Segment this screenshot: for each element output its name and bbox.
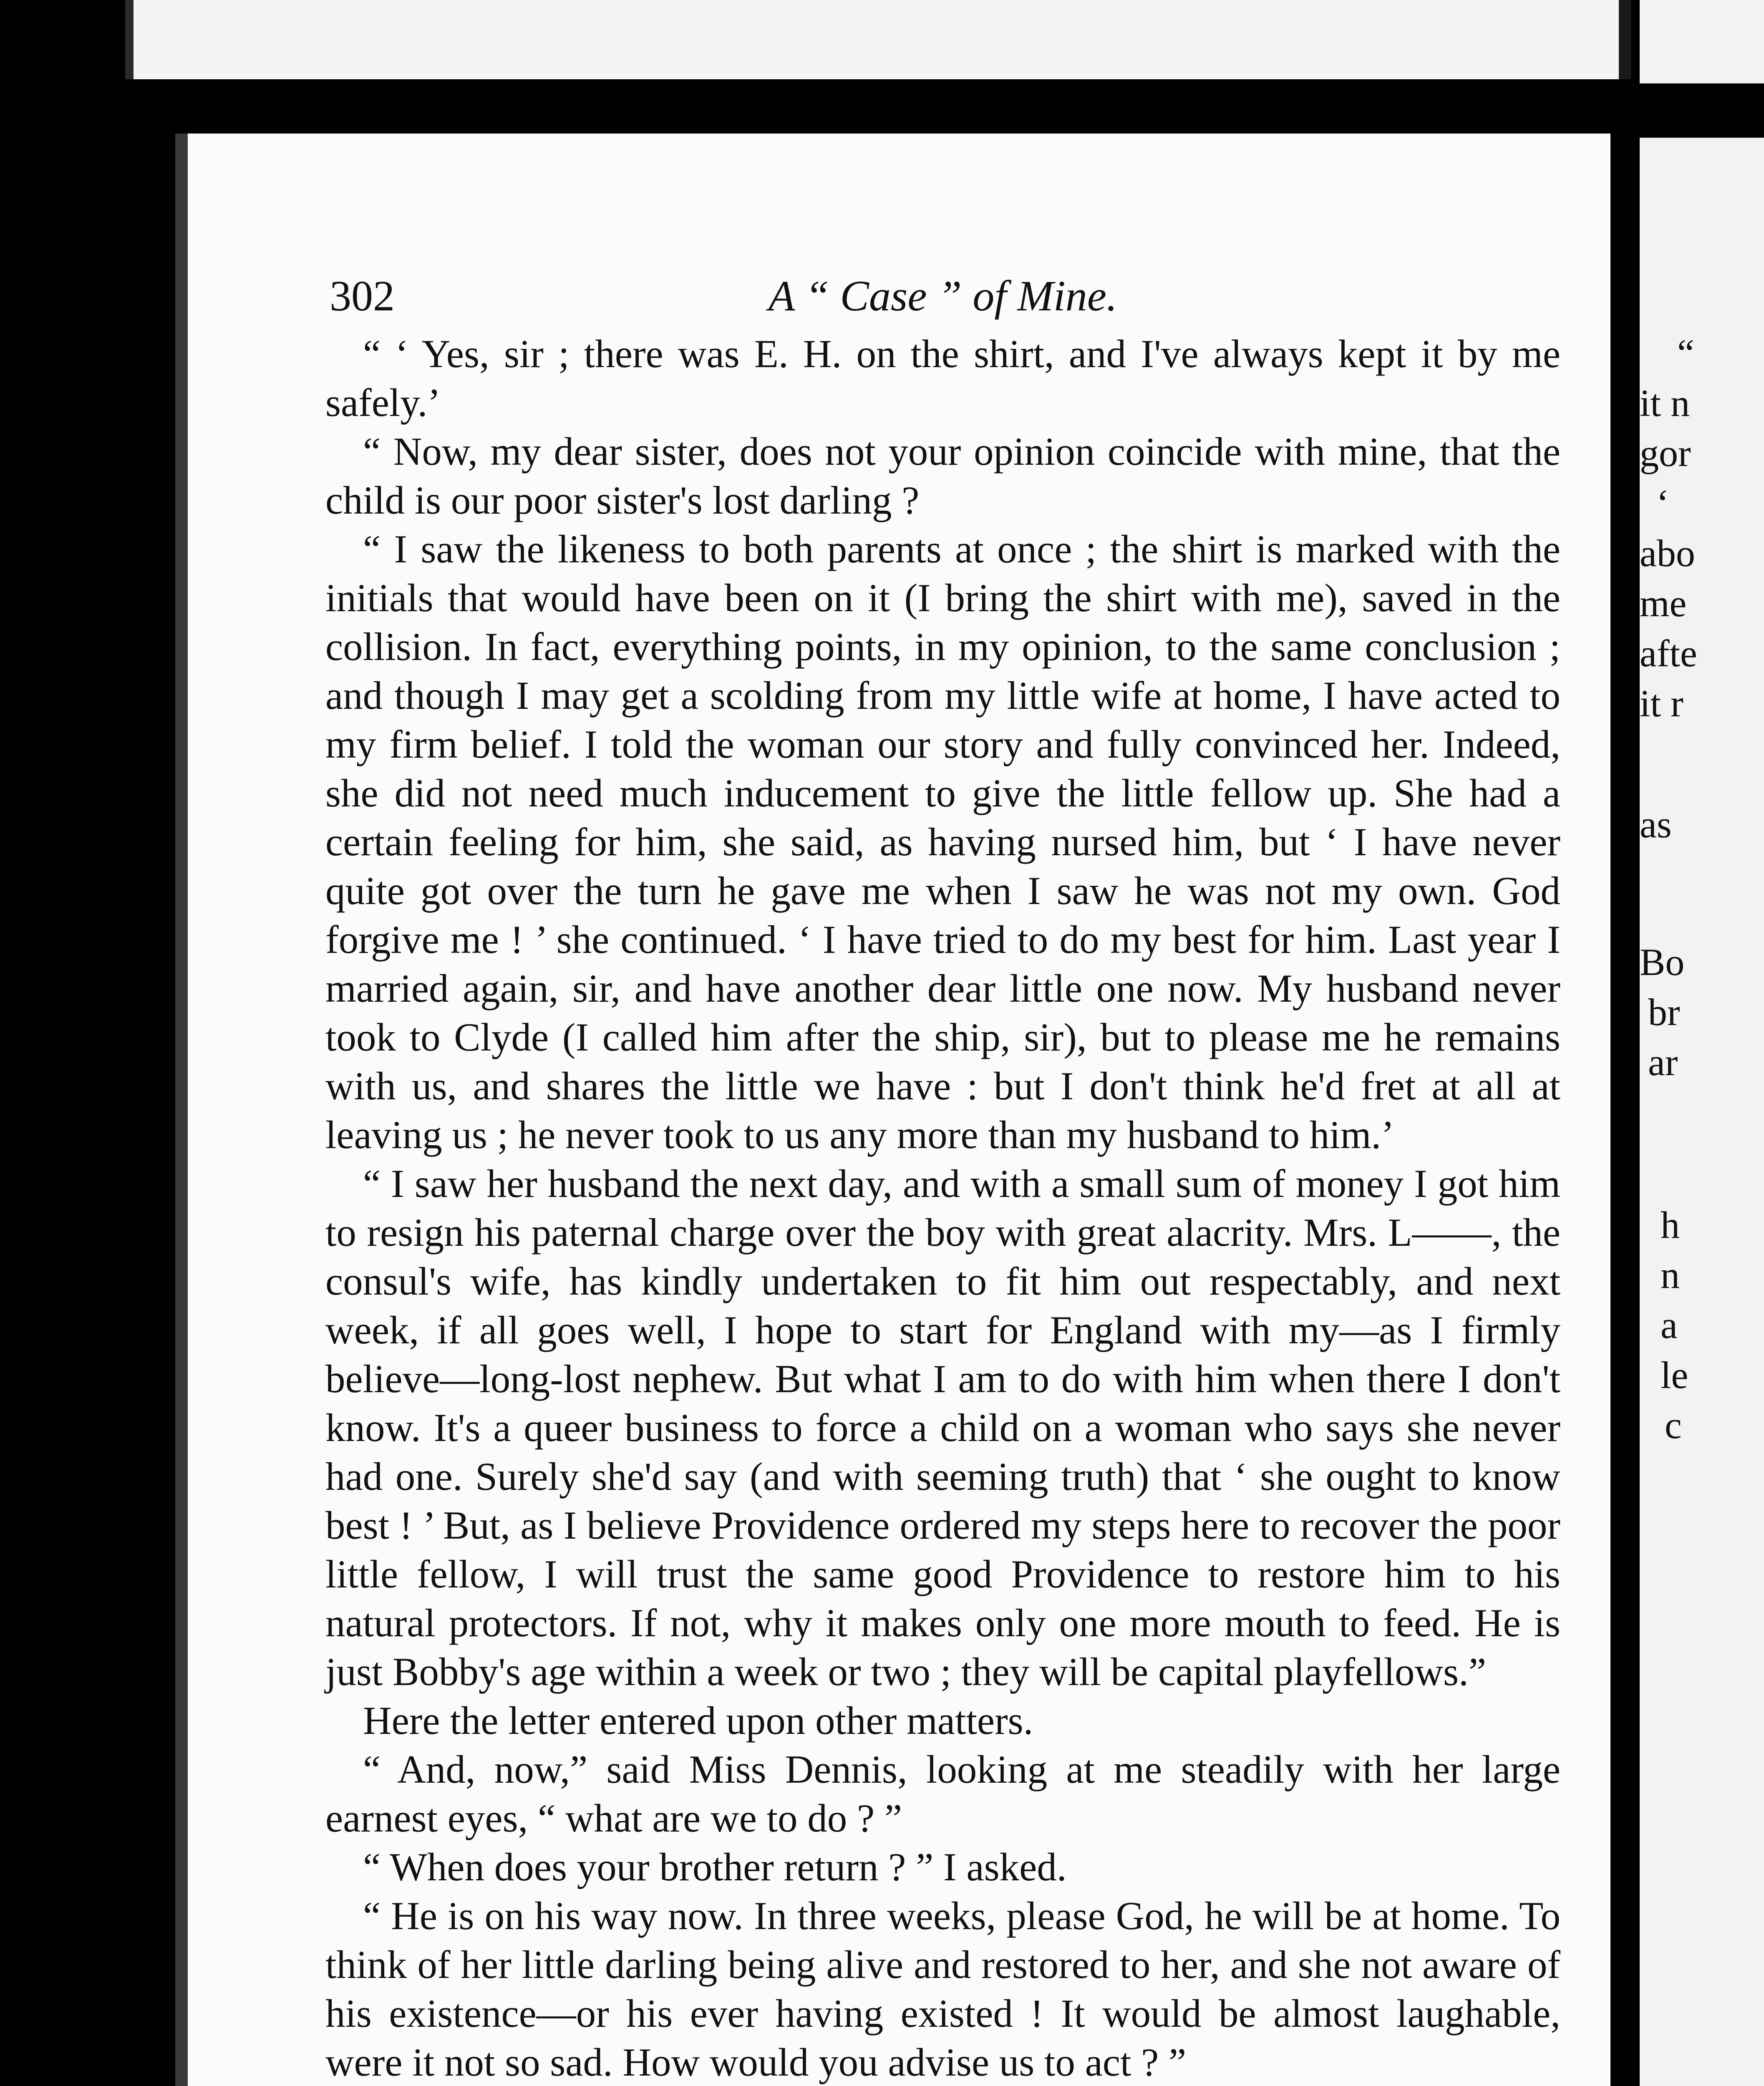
book-page <box>175 134 1610 2086</box>
right-page-fragment: abo <box>1640 532 1695 574</box>
right-page-fragment: a <box>1661 1304 1678 1346</box>
right-page-fragment: h <box>1661 1204 1680 1246</box>
paragraph: “ I saw the likeness to both parents at once ; the shirt is marked with the initials that would have been on it (I bring the shirt with me), saved in the collision. In fact, everything points, in my opinion, to the same conclusion ; and though I may get a scolding from my little wife at home, I have acted to my firm belief. I told the woman our story and fully convinced her. Indeed, she did not need much inducement to give the little fellow up. She had a certain feeling for him, she said, as having nursed him, but ‘ I have never quite got over the turn he gave me when I saw he was not my own. God forgive me ! ’ she continued. ‘ I have tried to do my best for him. Last year I married again, sir, and have another dear little one now. My husband never took to Clyde (I called him after the ship, sir), but to please me he remains with us, and shares the little we have : but I don't think he'd fret at all at leaving us ; he never took to us any more than my husband to him.’ <box>325 527 1560 1157</box>
right-page-fragment: Bo <box>1640 941 1685 983</box>
right-page-fragment: ar <box>1648 1041 1678 1083</box>
right-page-fragment: c <box>1665 1404 1682 1446</box>
right-page-fragment: it n <box>1640 382 1690 424</box>
right-page-fragment: br <box>1648 991 1680 1033</box>
right-page-fragment: afte <box>1640 632 1697 675</box>
previous-page-edge <box>125 0 1631 79</box>
page-header <box>330 271 1556 330</box>
paragraph: “ He is on his way now. In three weeks, please God, he will be at home. To think of her little darling being alive and restored to her, and she not aware of his existence—or his ever having existed ! It would be almost laughable, were it not so sad. How would you advise us to act ? ” <box>325 1894 1560 2084</box>
paragraph: “ And, now,” said Miss Dennis, looking at me steadily with her large earnest eyes, “ what are we to do ? ” <box>325 1747 1560 1840</box>
paragraph: “ When does your brother return ? ” I asked. <box>363 1845 1067 1889</box>
right-page-fragment: “ <box>1677 332 1694 374</box>
page-number: 302 <box>330 272 395 320</box>
paragraph: Here the letter entered upon other matters. <box>363 1698 1033 1743</box>
right-page-fragment: n <box>1661 1254 1680 1296</box>
right-page-top-edge <box>1640 0 1764 83</box>
right-page-fragment: le <box>1661 1354 1688 1396</box>
right-page-fragment: it r <box>1640 682 1683 725</box>
right-page-fragment: as <box>1640 803 1672 846</box>
paragraph: “ I saw her husband the next day, and with a small sum of money I got him to resign his paternal charge over the boy with great alacrity. Mrs. L——, the consul's wife, has kindly undertaken to fit him out respectably, and next week, if all goes well, I hope to start for England with my—as I firmly believe—long-lost nephew. But what I am to do with him when there I don't know. It's a queer business to force a child on a woman who says she never had one. Surely she'd say (and with seeming truth) that ‘ she ought to know best ! ’ But, as I believe Providence ordered my steps here to recover the poor little fellow, I will trust the same good Providence to restore him to his natural protectors. If not, why it makes only one more mouth to feed. He is just Bobby's age within a week or two ; they will be capital playfellows.” <box>325 1161 1560 1694</box>
body-text <box>325 330 1560 2086</box>
running-head: A “ Case ” of Mine. <box>769 272 1117 320</box>
adjacent-right-page <box>1640 138 1764 2086</box>
paragraph: “ Now, my dear sister, does not your opinion coincide with mine, that the child is our poor sister's lost darling ? <box>325 429 1560 522</box>
right-page-fragment: gor <box>1640 432 1691 474</box>
right-page-fragment: ‘ <box>1656 482 1669 524</box>
paragraph: “ ‘ Yes, sir ; there was E. H. on the shirt, and I've always kept it by me safely.’ <box>325 332 1560 425</box>
right-page-fragment: me <box>1640 582 1687 625</box>
